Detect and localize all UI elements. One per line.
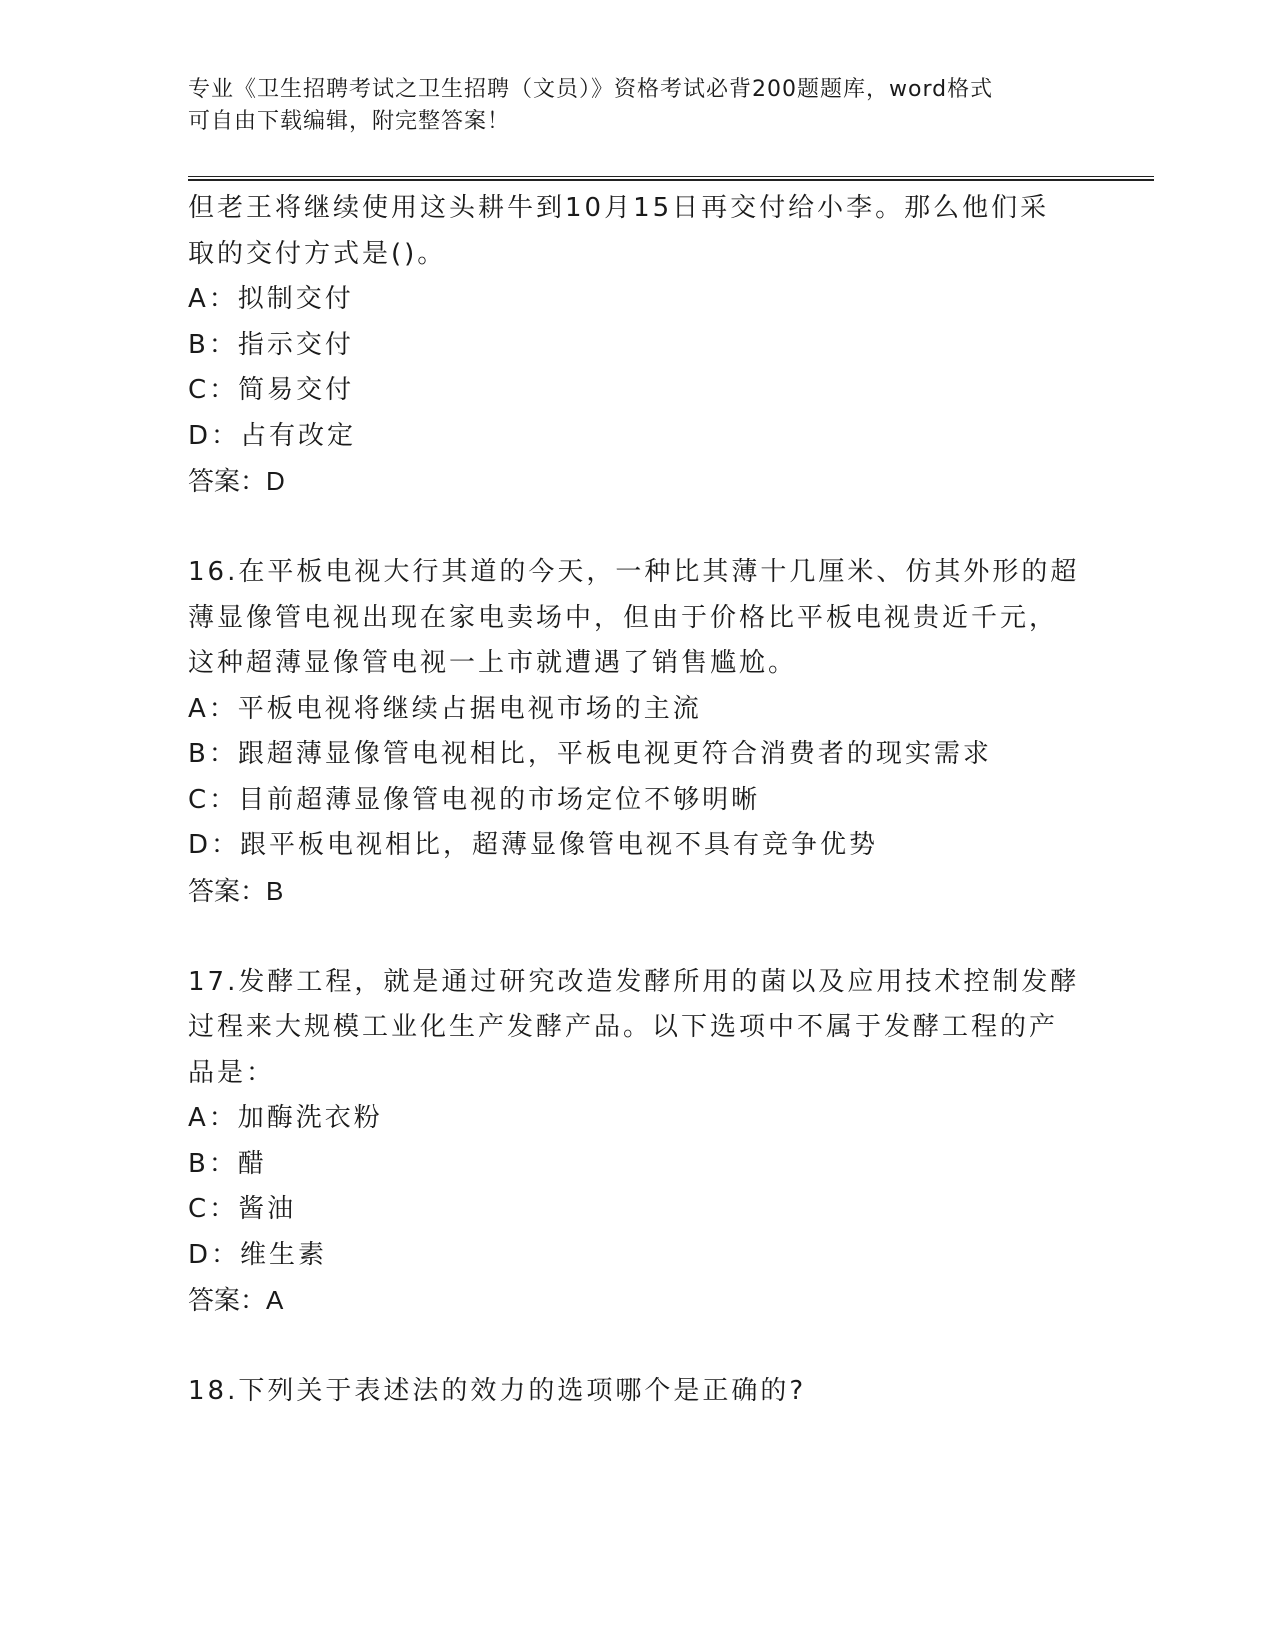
question-stem-line: 16.在平板电视大行其道的今天，一种比其薄十几厘米、仿其外形的超 [188, 557, 1080, 587]
spacer [188, 505, 1088, 551]
spacer [188, 914, 1088, 960]
question-15 [188, 186, 1088, 505]
question-16 [188, 550, 1088, 914]
answer-line: 答案：D [188, 466, 285, 496]
question-stem-line: 这种超薄显像管电视一上市就遭遇了销售尴尬。 [188, 648, 798, 678]
question-stem-line: 18.下列关于表述法的效力的选项哪个是正确的? [188, 1376, 807, 1406]
question-stem-line: 取的交付方式是()。 [188, 238, 447, 269]
option-d: D：占有改定 [188, 420, 357, 451]
option-a: A：平板电视将继续占据电视市场的主流 [188, 693, 702, 724]
question-list [188, 186, 1088, 1415]
question-18 [188, 1369, 1088, 1415]
document-header [188, 74, 1088, 138]
option-b: B：指示交付 [188, 329, 354, 360]
question-stem-line: 薄显像管电视出现在家电卖场中，但由于价格比平板电视贵近千元， [188, 602, 1059, 633]
header-line-2: 可自由下载编辑，附完整答案！ [188, 109, 511, 134]
option-c: C：酱油 [188, 1194, 297, 1224]
option-d: D：跟平板电视相比，超薄显像管电视不具有竞争优势 [188, 830, 879, 860]
answer-line: 答案：A [188, 1285, 284, 1315]
option-c: C：简易交付 [188, 375, 355, 405]
question-stem-line: 过程来大规模工业化生产发酵产品。以下选项中不属于发酵工程的产 [188, 1012, 1059, 1042]
header-divider [188, 176, 1154, 181]
question-stem-line: 品是： [188, 1057, 276, 1088]
option-c: C：目前超薄显像管电视的市场定位不够明晰 [188, 784, 761, 815]
spacer [188, 1324, 1088, 1370]
option-d: D：维生素 [188, 1239, 328, 1270]
option-a: A：拟制交付 [188, 284, 354, 314]
option-a: A：加酶洗衣粉 [188, 1103, 383, 1133]
answer-line: 答案：B [188, 875, 284, 906]
question-stem-line: 17.发酵工程，就是通过研究改造发酵所用的菌以及应用技术控制发酵 [188, 966, 1080, 997]
option-b: B：跟超薄显像管电视相比，平板电视更符合消费者的现实需求 [188, 739, 992, 769]
header-line-1: 专业《卫生招聘考试之卫生招聘（文员）》资格考试必背200题题库，word格式 [188, 77, 994, 102]
question-17 [188, 960, 1088, 1324]
question-stem-line: 但老王将继续使用这头耕牛到10月15日再交付给小李。那么他们采 [188, 193, 1050, 223]
option-b: B：醋 [188, 1148, 267, 1179]
